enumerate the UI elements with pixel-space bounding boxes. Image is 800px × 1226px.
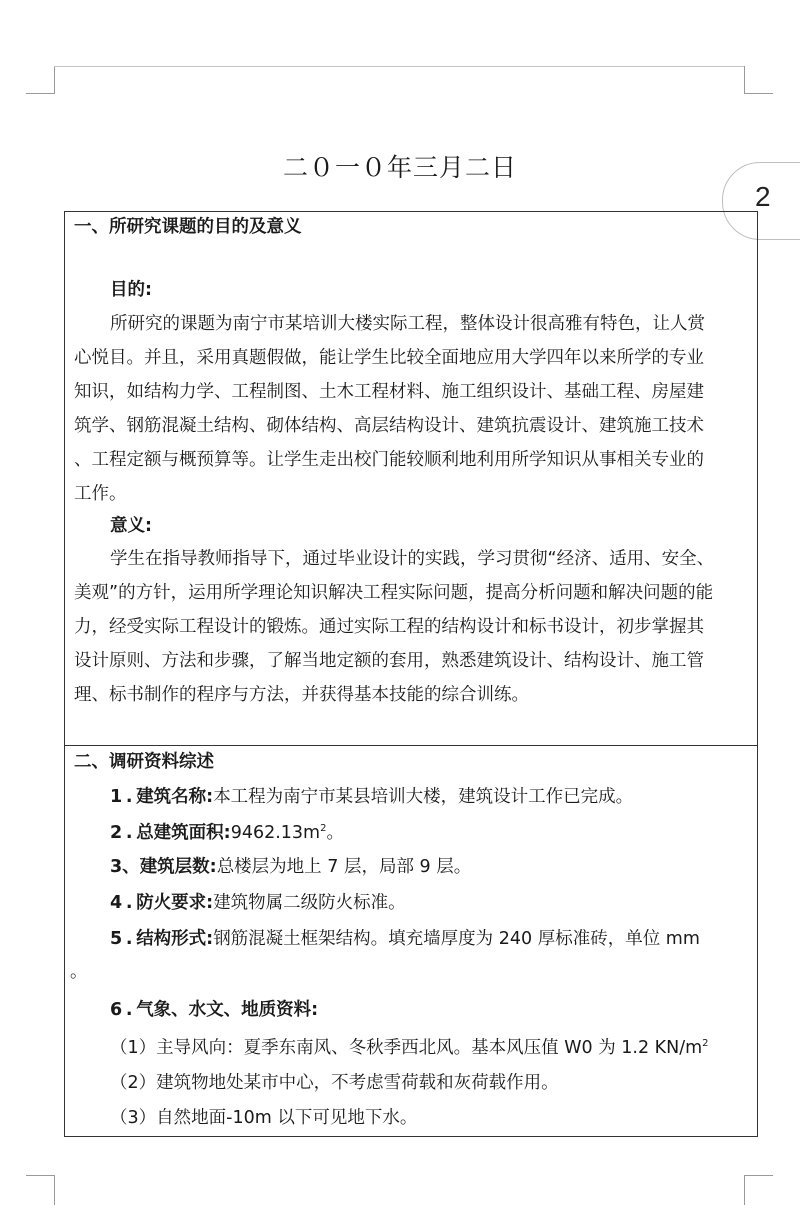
climate-sub-item — [110, 1039, 709, 1058]
crop-mark — [744, 1175, 745, 1205]
purpose-line: 心悦目。并且，采用真题假做，能让学生比较全面地应用大学四年以来所学的专业 — [74, 348, 704, 368]
item-label: 建筑层数: — [139, 857, 217, 877]
item-label: 总建筑面积: — [136, 823, 231, 843]
sub-item-text: （1）主导风向：夏季东南风、冬秋季西北风。基本风压值 W0 为 1.2 KN/m — [110, 1038, 703, 1058]
purpose-line: 知识，如结构力学、工程制图、土木工程材料、施工组织设计、基础工程、房屋建 — [74, 382, 704, 402]
section2-heading: 二、调研资料综述 — [74, 752, 214, 772]
crop-mark — [744, 66, 745, 94]
survey-item-floor-area: 2 . 总建筑面积$:9462.13m^2$。 — [110, 823, 344, 843]
item-number: 2 — [110, 823, 123, 843]
meaning-label: 意义: — [110, 516, 152, 536]
survey-item-building-name: 1 . 建筑名称:本工程为南宁市某县培训大楼，建筑设计工作已完成。 — [110, 787, 634, 807]
item-text: 钢筋混凝土框架结构。填充墙厚度为 240 厚标准砖，单位 mm — [213, 929, 700, 949]
item-text: 总楼层为地上 7 层，局部 9 层。 — [216, 857, 472, 877]
item-text-tail: 。 — [326, 823, 344, 843]
climate-sub-item: （2）建筑物地处某市中心，不考虑雪荷载和灰荷载作用。 — [110, 1073, 559, 1093]
crop-mark — [54, 66, 55, 94]
page-number: 2 — [755, 181, 771, 212]
item-number: 6 — [110, 1000, 123, 1020]
purpose-label: 目的: — [110, 280, 152, 300]
section-divider — [64, 745, 758, 746]
item-label: 结构形式: — [136, 929, 214, 949]
purpose-line: 工作。 — [74, 484, 127, 504]
survey-item-fire-rating: 4 . 防火要求:建筑物属二级防火标准。 — [110, 893, 406, 913]
crop-mark — [54, 1175, 55, 1205]
crop-mark — [745, 93, 773, 94]
item-text: 建筑物属二级防火标准。 — [213, 893, 406, 913]
purpose-line: 、工程定额与概预算等。让学生走出校门能较顺利地利用所学知识从事相关专业的 — [74, 450, 704, 470]
crop-mark — [26, 1175, 54, 1176]
crop-mark — [745, 1175, 773, 1176]
purpose-line: 所研究的课题为南宁市某培训大楼实际工程，整体设计很高雅有特色，让人赏 — [110, 314, 705, 334]
item-number: 4 — [110, 893, 123, 913]
meaning-line: 学生在指导教师指导下，通过毕业设计的实践，学习贯彻“经济、适用、安全、 — [110, 549, 715, 569]
survey-item-floors — [110, 859, 471, 877]
item-label: 气象、水文、地质资料: — [136, 1000, 319, 1020]
meaning-line: 理、标书制作的程序与方法，并获得基本技能的综合训练。 — [74, 685, 529, 705]
item-number: 1 — [110, 787, 123, 807]
meaning-line: 美观”的方针，运用所学理论知识解决工程实际问题，提高分析问题和解决问题的能 — [74, 583, 714, 603]
meaning-line: 设计原则、方法和步骤，了解当地定额的套用，熟悉建筑设计、结构设计、施工管 — [74, 651, 704, 671]
purpose-line: 筑学、钢筋混凝土结构、砌体结构、高层结构设计、建筑抗震设计、建筑施工技术 — [74, 416, 704, 436]
item-text: 本工程为南宁市某县培训大楼，建筑设计工作已完成。 — [213, 787, 634, 807]
crop-mark — [26, 93, 54, 94]
item-label: 防火要求: — [136, 893, 214, 913]
item-text: 9462.13m — [230, 823, 321, 843]
superscript: 2 — [702, 1038, 709, 1049]
item5-wrap: 。 — [70, 962, 88, 982]
survey-item-structure: 5 . 结构形式:钢筋混凝土框架结构。填充墙厚度为 240 厚标准砖，单位 mm — [110, 929, 700, 949]
item-number: 3、 — [110, 857, 140, 877]
section1-heading: 一、所研究课题的目的及意义 — [74, 217, 302, 237]
item-number: 5 — [110, 929, 123, 949]
crop-mark — [54, 66, 744, 67]
climate-sub-item: （3）自然地面-10m 以下可见地下水。 — [110, 1108, 418, 1128]
item-label: 建筑名称: — [136, 787, 214, 807]
superscript: 2 — [320, 823, 327, 834]
document-date: 二０一０年三月二日 — [282, 153, 517, 182]
survey-item-climate: 6 . 气象、水文、地质资料: — [110, 1000, 319, 1020]
meaning-line: 力，经受实际工程设计的锻炼。通过实际工程的结构设计和标书设计，初步掌握其 — [74, 617, 704, 637]
